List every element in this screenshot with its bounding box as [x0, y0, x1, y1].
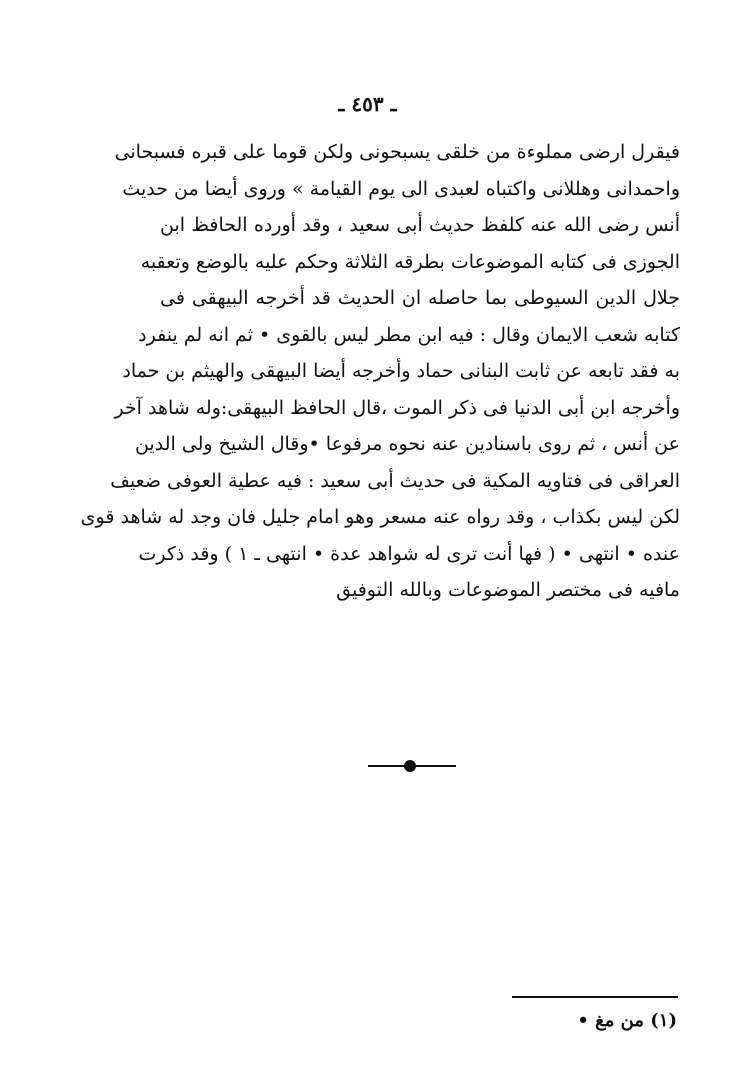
body-line: كتابه شعب الايمان وقال : فيه ابن مطر ليس بالقوى • ثم انه لم ينفرد: [138, 323, 680, 346]
body-line: مافيه فى مختصر الموضوعات وبالله التوفيق: [336, 579, 680, 601]
body-line: أنس رضى الله عنه كلفظ حديث أبى سعيد ، وقد أورده الحافظ ابن: [160, 214, 680, 236]
body-line: جلال الدين السيوطى بما حاصله ان الحديث قد أخرجه البيهقى فى: [160, 287, 680, 309]
body-line: لكن ليس بكذاب ، وقد رواه عنه مسعر وهو امام جليل فان وجد له شاهد قوى: [80, 506, 680, 528]
ornament-dot: [404, 760, 416, 772]
page-number: ـ ٤٥٣ ـ: [338, 92, 397, 116]
footnote-divider: [512, 996, 678, 998]
body-line: وأخرجه ابن أبى الدنيا فى ذكر الموت ،قال الحافظ البيهقى:وله شاهد آخر: [114, 396, 680, 419]
footnote: (١) من مغ •: [577, 1010, 677, 1031]
body-text: [80, 134, 680, 609]
body-line: فيقرل ارضى مملوءة من خلقى يسبحونى ولكن قوما على قبره فسبحانى: [114, 141, 680, 163]
section-end-ornament: [368, 758, 456, 774]
body-line: به فقد تابعه عن ثابت البنانى حماد وأخرجه أيضا البيهقى والهيثم بن حماد: [122, 360, 680, 382]
body-line: واحمدانى وهللانى واكتباه لعبدى الى يوم القيامة » وروى أيضا من حديث: [122, 177, 680, 200]
body-line: الجوزى فى كتابه الموضوعات بطرقه الثلاثة وحكم عليه بالوضع وتعقبه: [140, 250, 680, 273]
body-line: عنده • انتهى • ( فها أنت ترى له شواهد عدة • انتهى ـ ١ ) وقد ذكرت: [138, 542, 680, 565]
body-line: عن أنس ، ثم روى باسنادين عنه نحوه مرفوعا •وقال الشيخ ولى الدين: [134, 433, 680, 455]
body-line: العراقى فى فتاويه المكية فى حديث أبى سعيد : فيه عطية العوفى ضعيف: [110, 469, 680, 492]
